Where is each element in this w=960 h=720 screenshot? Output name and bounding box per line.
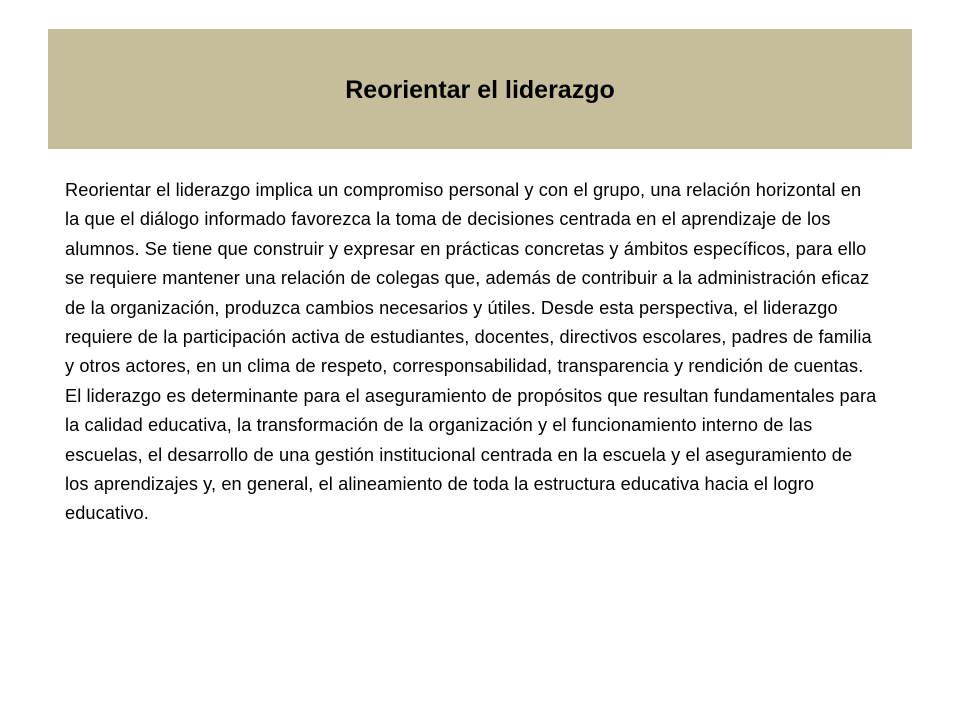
slide-body (65, 176, 877, 529)
slide-title: Reorientar el liderazgo (345, 75, 615, 104)
body-paragraph-2: El liderazgo es determinante para el aseguramiento de propósitos que resultan fundamentales para la calidad educativa, la transformación de la organización y el funcionamiento interno de las escuelas, el desarrollo de una gestión institucional centrada en la escuela y el aseguramiento de los aprendizajes y, en general, el alineamiento de toda la estructura educativa hacia el logro educativo. (65, 385, 877, 524)
body-paragraph-1: Reorientar el liderazgo implica un compromiso personal y con el grupo, una relación horizontal en la que el diálogo informado favorezca la toma de decisiones centrada en el aprendizaje de los alumnos. Se tiene que construir y expresar en prácticas concretas y ámbitos específicos, para ello se requiere mantener una relación de colegas que, además de contribuir a la administración eficaz de la organización, produzca cambios necesarios y útiles. Desde esta perspectiva, el liderazgo requiere de la participación activa de estudiantes, docentes, directivos escolares, padres de familia y otros actores, en un clima de respeto, corresponsabilidad, transparencia y rendición de cuentas. (65, 180, 872, 377)
title-bar (48, 29, 912, 149)
